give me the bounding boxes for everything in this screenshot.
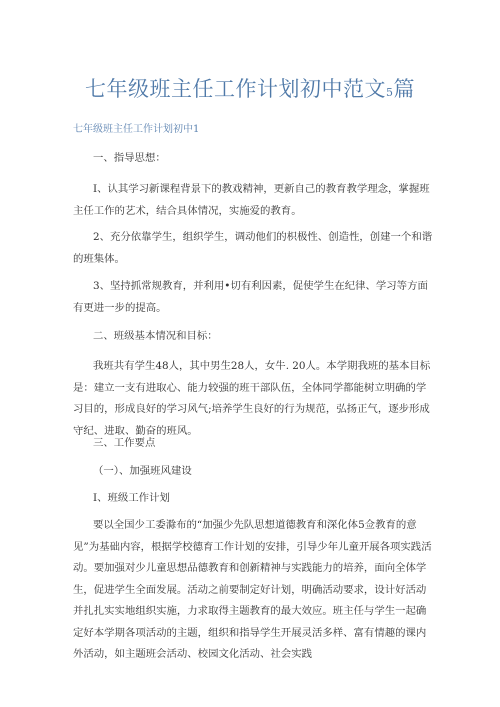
paragraph-3: 3、坚持抓常规教育，并利用•切有利因素，促使学生在纪律、学习等方面有更进一步的提高。 [73, 280, 428, 314]
section-heading-guiding-ideology: 一、指导思想： [93, 152, 166, 164]
paragraph-1: I、认其学习新课程背景下的教戏精神，更新自己的教育教学理念，掌握班主任工作的艺术，结合具体情况，实施爱的教育。 [73, 183, 430, 217]
document-subtitle: 七年级班主任工作计划初中1 [73, 124, 200, 135]
title-suffix: 篇 [393, 77, 415, 101]
title-text: 七年级班主任工作计划初中范文 [85, 77, 386, 101]
section-heading-work-points: 三、工作要点 [93, 437, 156, 449]
section-heading-class-situation: 二、班级基本情况和目标： [93, 330, 218, 342]
paragraph-2: 2、充分依靠学生，组织学生，调动他们的枳极性、创造性，创建一个和谐的班集体。 [73, 231, 433, 265]
subsection-heading-work-plan: I、班级工作计划 [93, 492, 170, 504]
subsection-heading-class-style: （一）、加强班风建设 [93, 465, 192, 477]
title-number: 5 [386, 86, 394, 99]
paragraph-4: 我班共有学生48人，其中男生28人，女牛. 20人。本学期我班的基本目标是：建立一支有进取心、能力较强的班干部队伍，全体同学都能树立明确的学习目的，形成良好的学习风气;培养学生良好的行为规范，弘扬正气，逐步形成守纪、进取、勤奋的班风。 [73, 360, 431, 437]
document-title [0, 76, 500, 106]
paragraph-5: 要以全国少工委滁布的“加强少先队思想道德教育和深化体5佥教育的意见”为基础内容，根据学校德育工作计划的安排，引导少年儿童开展各项实践活动。要加强对少儿童思想品德教育和创新精神与实践能力的培养，面向全体学生，促进学生全面发展。活动之前要制定好计划，明确活动要求，设计好活动并扎扎实实地组织实施，力求取得主题教育的最大效应。班主任与学生一起确定好本学期各项活动的主题，组织和指导学生开展灵活多样、富有情趣的课内外活动，如主题班会活动、校园文化活动、社会实践 [73, 519, 432, 660]
